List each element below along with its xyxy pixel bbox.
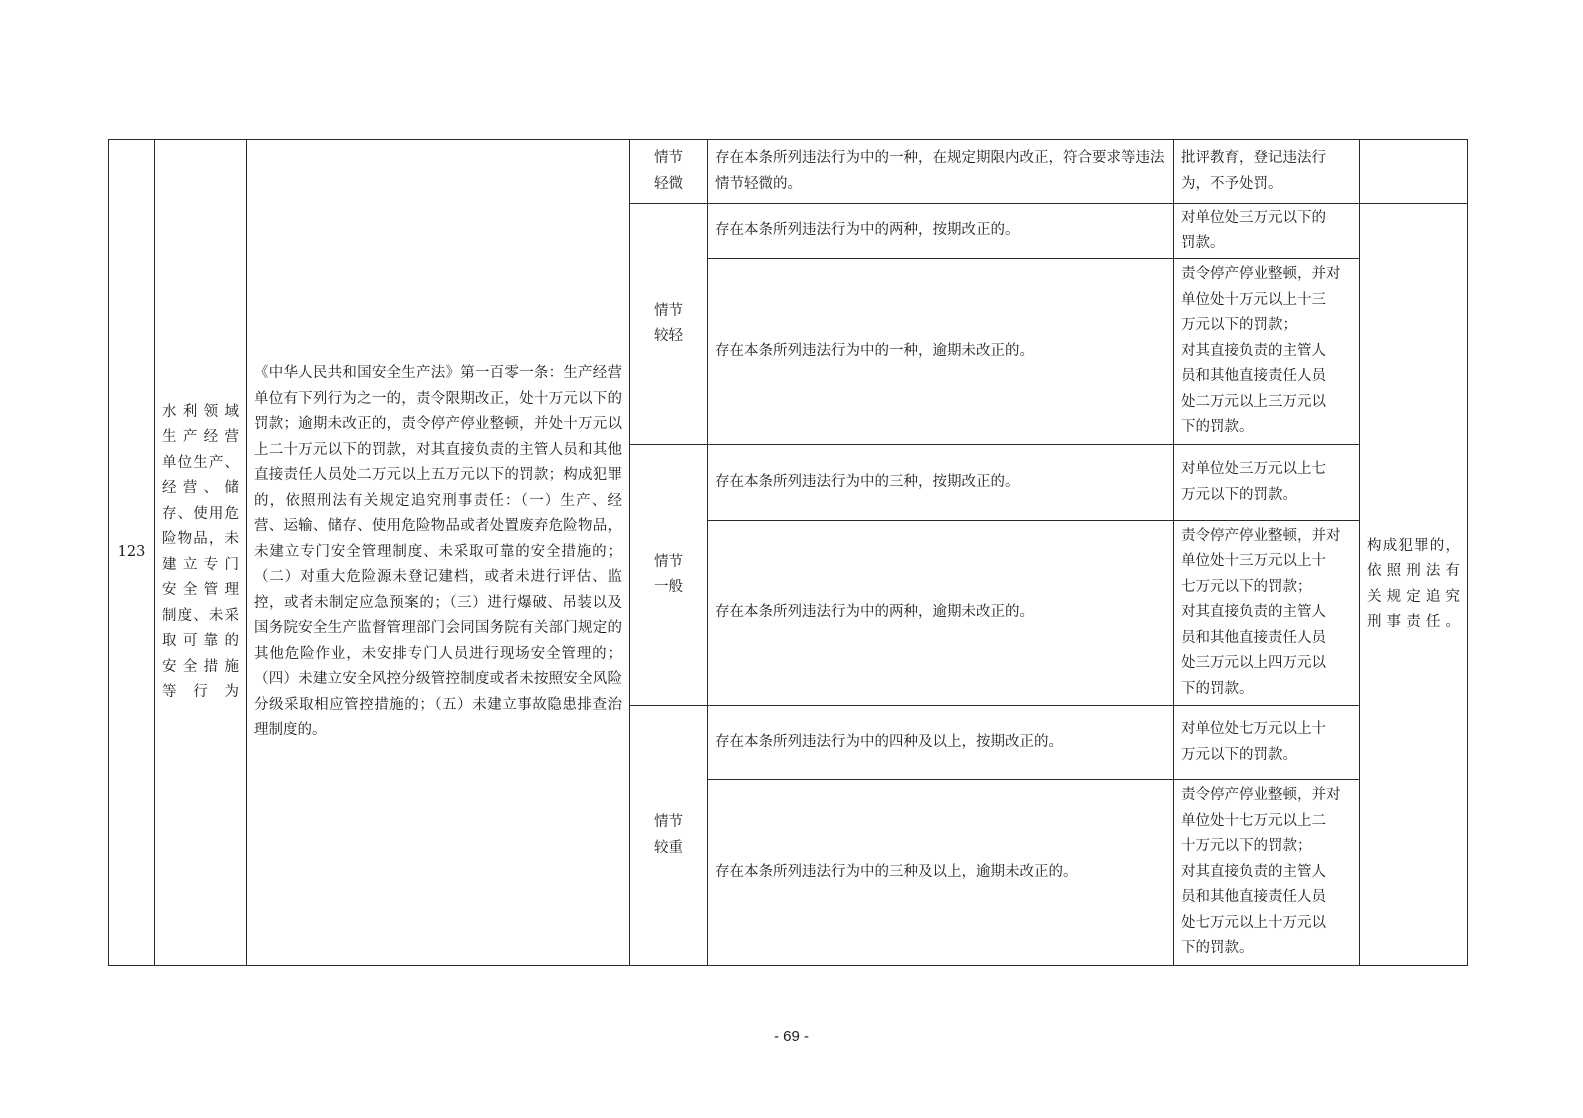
item-name: 水利领域 生产经营 单位生产、 经营、储 存、使用危 险物品，未 建立专门 安全管理 制度、未采 取可靠的 安全措施 等行为: [155, 140, 247, 966]
table-row: [109, 140, 1468, 204]
case-description: 存在本条所列违法行为中的三种，按期改正的。: [708, 445, 1174, 521]
level-label: 情节 轻微: [630, 140, 708, 204]
penalty-standard: 责令停产停业整顿，并对 单位处十万元以上十三 万元以下的罚款； 对其直接负责的主管人 员和其他直接责任人员 处二万元以上三万元以 下的罚款。: [1174, 259, 1360, 445]
note-empty: [1360, 140, 1468, 204]
penalty-standard: 对单位处三万元以上七 万元以下的罚款。: [1174, 445, 1360, 521]
level-label: 情节 较轻: [630, 204, 708, 445]
case-description: 存在本条所列违法行为中的两种，逾期未改正的。: [708, 521, 1174, 706]
level-label: 情节 一般: [630, 445, 708, 706]
page-number: - 69 -: [773, 1028, 809, 1045]
legal-basis: 《中华人民共和国安全生产法》第一百零一条：生产经营单位有下列行为之一的，责令限期改正，处十万元以下的罚款；逾期未改正的，责令停产停业整顿，并处十万元以上二十万元以下的罚款，对其直接负责的主管人员和其他直接责任人员处二万元以上五万元以下的罚款；构成犯罪的，依照刑法有关规定追究刑事责任：（一）生产、经营、运输、储存、使用危险物品或者处置废弃危险物品，未建立专门安全管理制度、未采取可靠的安全措施的；（二）对重大危险源未登记建档，或者未进行评估、监控，或者未制定应急预案的；（三）进行爆破、吊装以及国务院安全生产监督管理部门会同国务院有关部门规定的其他危险作业，未安排专门人员进行现场安全管理的；（四）未建立安全风控分级管控制度或者未按照安全风险分级采取相应管控措施的；（五）未建立事故隐患排查治理制度的。: [247, 140, 630, 966]
case-description: 存在本条所列违法行为中的三种及以上，逾期未改正的。: [708, 780, 1174, 966]
level-label: 情节 较重: [630, 706, 708, 966]
penalty-standard: 责令停产停业整顿，并对 单位处十三万元以上十 七万元以下的罚款； 对其直接负责的主管人 员和其他直接责任人员 处三万元以上四万元以 下的罚款。: [1174, 521, 1360, 706]
penalty-standard: 对单位处三万元以下的 罚款。: [1174, 204, 1360, 259]
item-number: 123: [109, 140, 155, 966]
penalty-standard: 批评教育，登记违法行 为，不予处罚。: [1174, 140, 1360, 204]
case-description: 存在本条所列违法行为中的一种，在规定期限内改正，符合要求等违法情节轻微的。: [708, 140, 1174, 204]
case-description: 存在本条所列违法行为中的一种，逾期未改正的。: [708, 259, 1174, 445]
penalty-table: [108, 139, 1468, 966]
penalty-standard: 对单位处七万元以上十 万元以下的罚款。: [1174, 706, 1360, 780]
penalty-standard: 责令停产停业整顿，并对 单位处十七万元以上二 十万元以下的罚款； 对其直接负责的主管人 员和其他直接责任人员 处七万元以上十万元以 下的罚款。: [1174, 780, 1360, 966]
case-description: 存在本条所列违法行为中的四种及以上，按期改正的。: [708, 706, 1174, 780]
remark: 构成犯罪的， 依照刑法有 关规定追究 刑事责任。: [1360, 204, 1468, 966]
case-description: 存在本条所列违法行为中的两种，按期改正的。: [708, 204, 1174, 259]
